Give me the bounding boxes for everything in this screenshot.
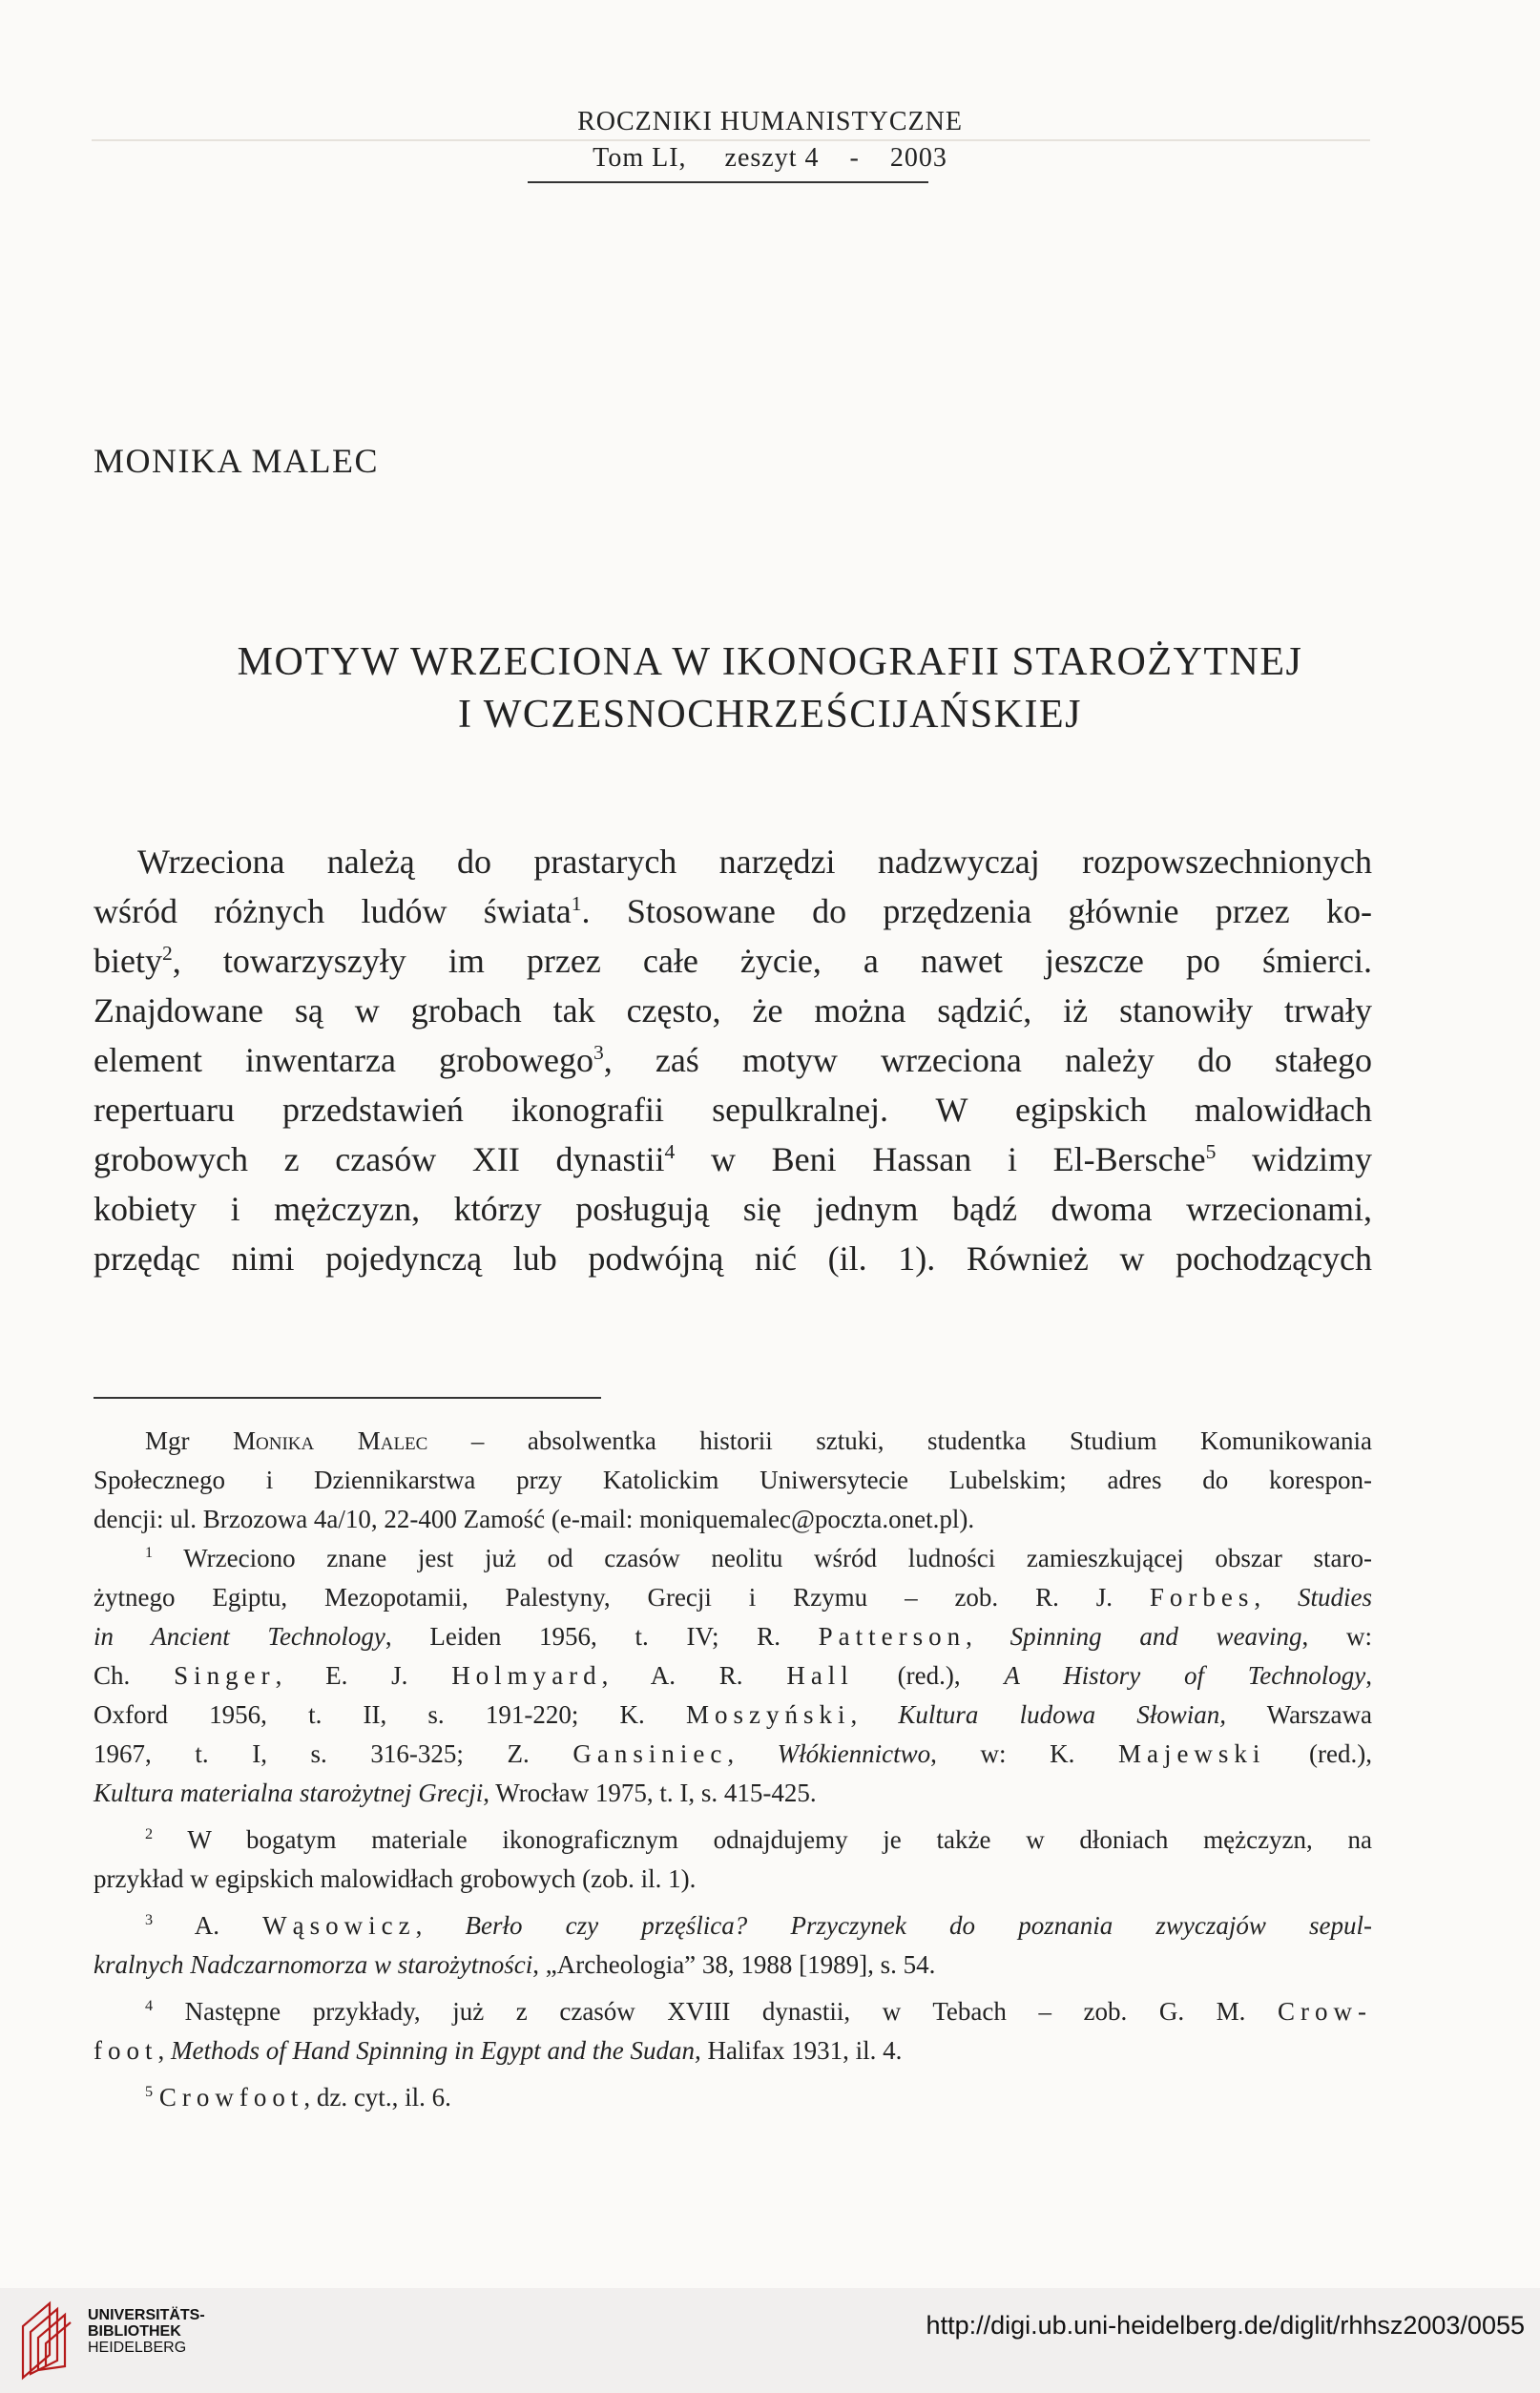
heidelberg-library-logo-icon [17,2298,74,2382]
footnote-ref: 1 [571,892,582,915]
footnote-1-line: Kultura materialna starożytnej Grecji, Wrocław 1975, t. I, s. 415-425. [94,1779,817,1807]
body-line: repertuaru przedstawień ikonografii sepulkralnej. W egipskich malowidłach [94,1091,1372,1129]
footnote-number: 2 [145,1825,154,1842]
footnote-1-line: in Ancient Technology, Leiden 1956, t. IV; R. Patterson, Spinning and weaving, w: [94,1622,1373,1651]
body-line: Wrzeciona należą do prastarych narzędzi nadzwyczaj rozpowszechnionych [137,843,1372,881]
article-author: MONIKA MALEC [94,442,380,480]
issue-info [0,143,1540,174]
bleed-through-rule [92,139,1370,141]
footnote-3-line: kralnych Nadczarnomorza w starożytności, „Archeologia” 38, 1988 [1989], s. 54. [94,1950,936,1979]
footnote-1-line: 1967, t. I, s. 316-325; Z. Gansiniec, Włókiennictwo, w: K. Majewski (red.), [94,1739,1372,1768]
footnote-1-line: Oxford 1956, t. II, s. 191-220; K. Moszyński, Kultura ludowa Słowian, Warszawa [94,1700,1373,1729]
issue-volume: Tom LI, [593,143,687,173]
footnote-number: 4 [145,1997,154,2014]
footnote-1-line: $^1$ Wrzeciono znane jest już od czasów neolitu wśród ludności zamieszkującej obszar staro- [145,1544,1372,1572]
journal-name: ROCZNIKI HUMANISTYCZNE [577,107,963,136]
footnote-2-line: $^2$ W bogatym materiale ikonograficznym odnajdujemy je także w dłoniach mężczyzn, na [145,1825,1372,1854]
body-line: kobiety i mężczyzn, którzy posługują się jednym bądź dwoma wrzecionami, [94,1190,1372,1228]
issue-number: zeszyt 4 [724,143,820,173]
footnote-4-line: $^4$ Następne przykłady, już z czasów XVIII dynastii, w Tebach – zob. G. M. Crow- [145,1997,1372,2026]
body-line: element inwentarza grobowego$^3$, zaś motyw wrzeciona należy do stałego [94,1041,1373,1079]
footnote-1-line: żytnego Egiptu, Mezopotamii, Palestyny, Grecji i Rzymu – zob. R. J. Forbes, Studies [94,1583,1372,1612]
body-line: wśród różnych ludów świata$^1$. Stosowane do przędzenia głównie przez ko- [94,892,1372,930]
footnote-ref: 5 [1205,1140,1217,1163]
author-name-smallcaps: Monika Malec [233,1426,428,1455]
author-note-line: Mgr Monika Malec – absolwentka historii sztuki, studentka Studium Komunikowania [145,1426,1372,1455]
article-title-line-1: MOTYW WRZECIONA W IKONOGRAFII STAROŻYTNEJ [237,640,1303,684]
footnote-number: 3 [145,1911,154,1928]
body-line: grobowych z czasów XII dynastii$^4$ w Beni Hassan i El-Bersche$^5$ widzimy [94,1140,1373,1178]
footnote-separator [94,1397,601,1399]
body-line: Znajdowane są w grobach tak często, że można sądzić, iż stanowiły trwały [94,991,1372,1030]
footnote-number: 5 [145,2083,154,2100]
footnote-ref: 3 [593,1041,604,1064]
footnote-number: 1 [145,1544,154,1561]
viewer-footer [0,2288,1540,2393]
author-note-line: Społecznego i Dziennikarstwa przy Katolickim Uniwersytecie Lubelskim; adres do korespon- [94,1466,1372,1494]
footnote-3-line: $^3$ A. Wąsowicz, Berło czy przęślica? Przyczynek do poznania zwyczajów sepul- [145,1911,1372,1940]
footnote-2-line: przykład w egipskich malowidłach grobowych (zob. il. 1). [94,1864,697,1893]
footnote-ref: 2 [161,942,173,965]
footnote-5-line: $^5$ Crowfoot, dz. cyt., il. 6. [145,2083,451,2112]
library-logo-text: UNIVERSITÄTS- BIBLIOTHEK HEIDELBERG [88,2307,205,2356]
footnote-1-line: Ch. Singer, E. J. Holmyard, A. R. Hall (red.), A History of Technology, [94,1661,1372,1690]
article-title-line-2: I WCZESNOCHRZEŚCIJAŃSKIEJ [458,693,1082,737]
footnote-4-line: foot, Methods of Hand Spinning in Egypt and the Sudan, Halifax 1931, il. 4. [94,2036,903,2065]
issue-year: 2003 [889,143,947,173]
body-line: biety$^2$, towarzyszyły im przez całe życie, a nawet jeszcze po śmierci. [94,942,1372,980]
header-rule [528,181,928,183]
issue-dash: - [849,143,860,173]
body-line: przędąc nimi pojedynczą lub podwójną nić (il. 1). Również w pochodzących [94,1239,1372,1278]
footnote-ref: 4 [664,1140,676,1163]
author-note-line: dencji: ul. Brzozowa 4a/10, 22-400 Zamość (e-mail: moniquemalec@poczta.onet.pl). [94,1505,975,1533]
source-url[interactable]: http://digi.ub.uni-heidelberg.de/diglit/rhhsz2003/0055 [926,2311,1525,2340]
